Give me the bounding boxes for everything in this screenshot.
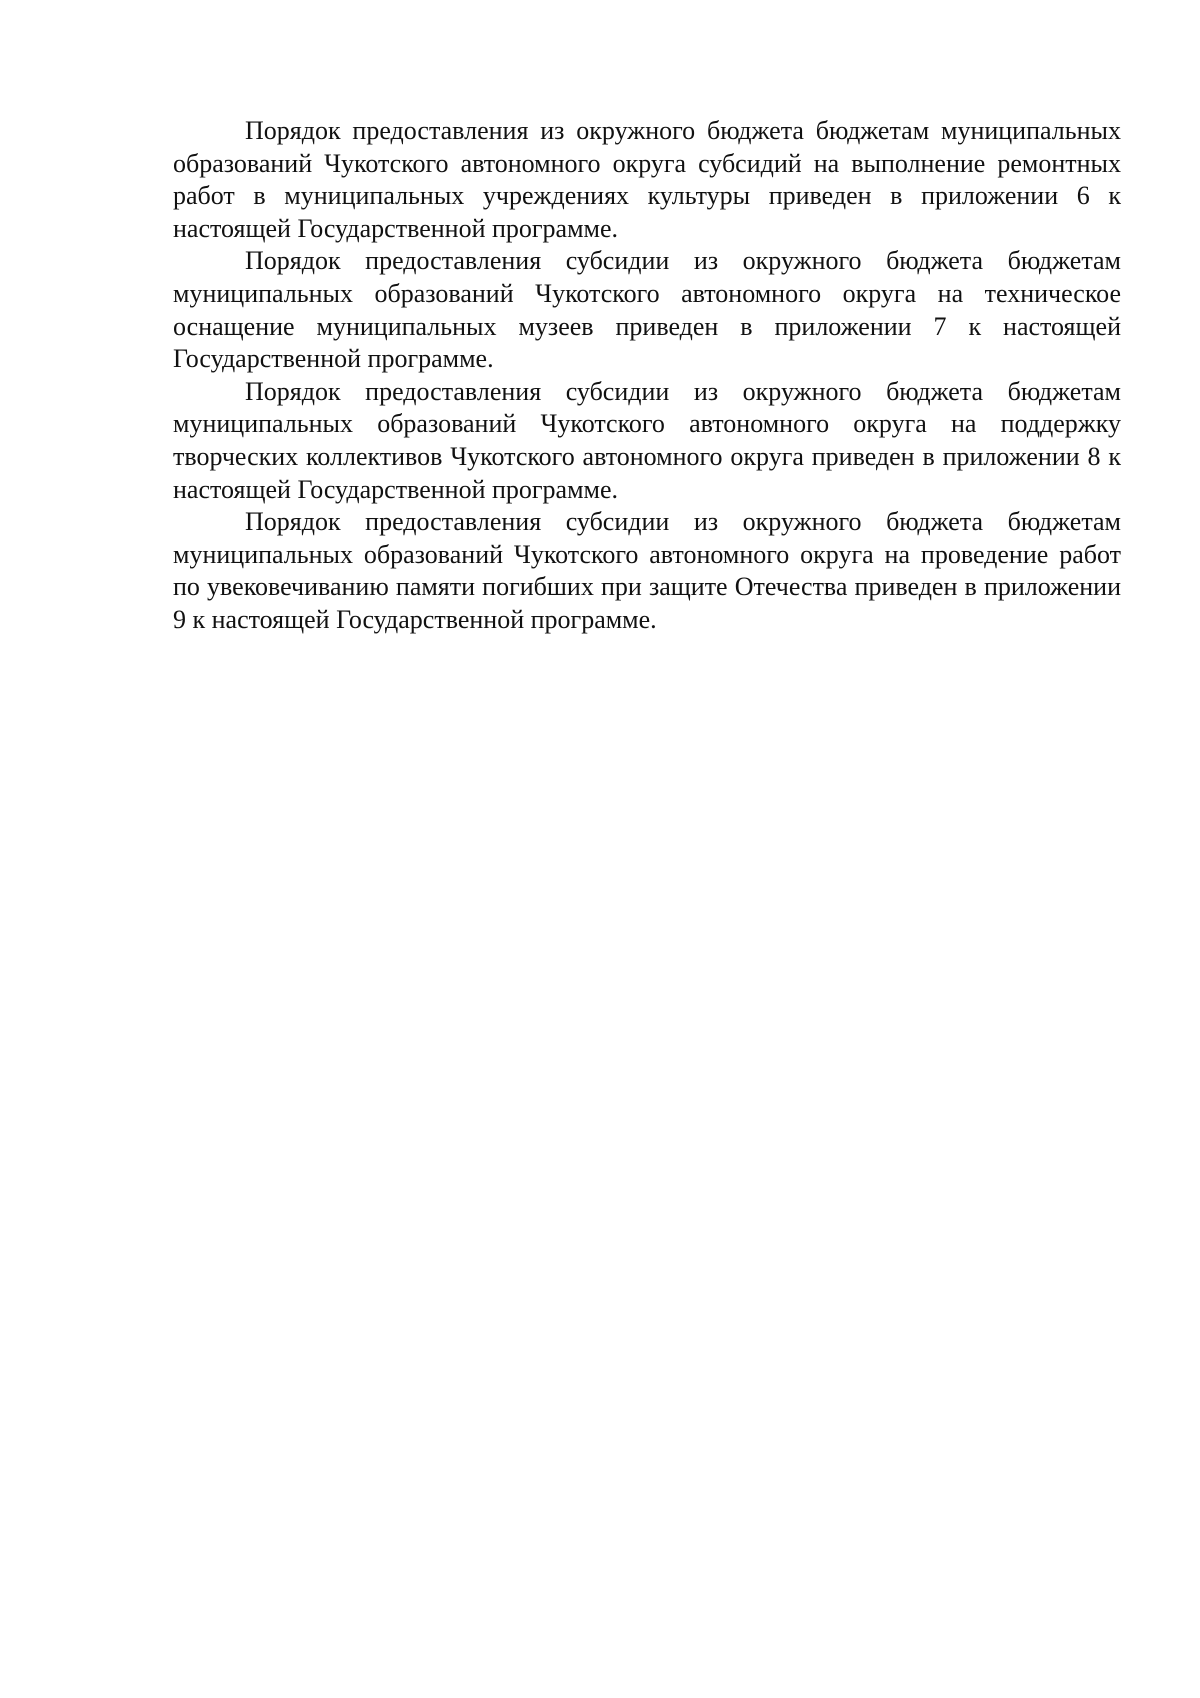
paragraph-appendix-9: Порядок предоставления субсидии из окружного бюджета бюджетам муниципальных образований Чукотского автономного округа на проведение работ по увековечиванию памяти погибших при защите Отечества приведен в приложении 9 к настоящей Государственной программе. xyxy=(173,507,1121,634)
paragraph-appendix-7: Порядок предоставления субсидии из окружного бюджета бюджетам муниципальных образований Чукотского автономного округа на техническое оснащение муниципальных музеев приведен в приложении 7 к настоящей Государственной программе. xyxy=(173,246,1121,374)
paragraph-appendix-8: Порядок предоставления субсидии из окружного бюджета бюджетам муниципальных образований Чукотского автономного округа на поддержку творческих коллективов Чукотского автономного округа приведен в приложении 8 к настоящей Государственной программе. xyxy=(173,376,1121,504)
paragraph-appendix-6: Порядок предоставления из окружного бюджета бюджетам муниципальных образований Чукотского автономного округа субсидий на выполнение ремонтных работ в муниципальных учреждениях культуры приведен в приложении 6 к настоящей Государственной программе. xyxy=(173,116,1121,243)
document-body xyxy=(173,115,1121,637)
